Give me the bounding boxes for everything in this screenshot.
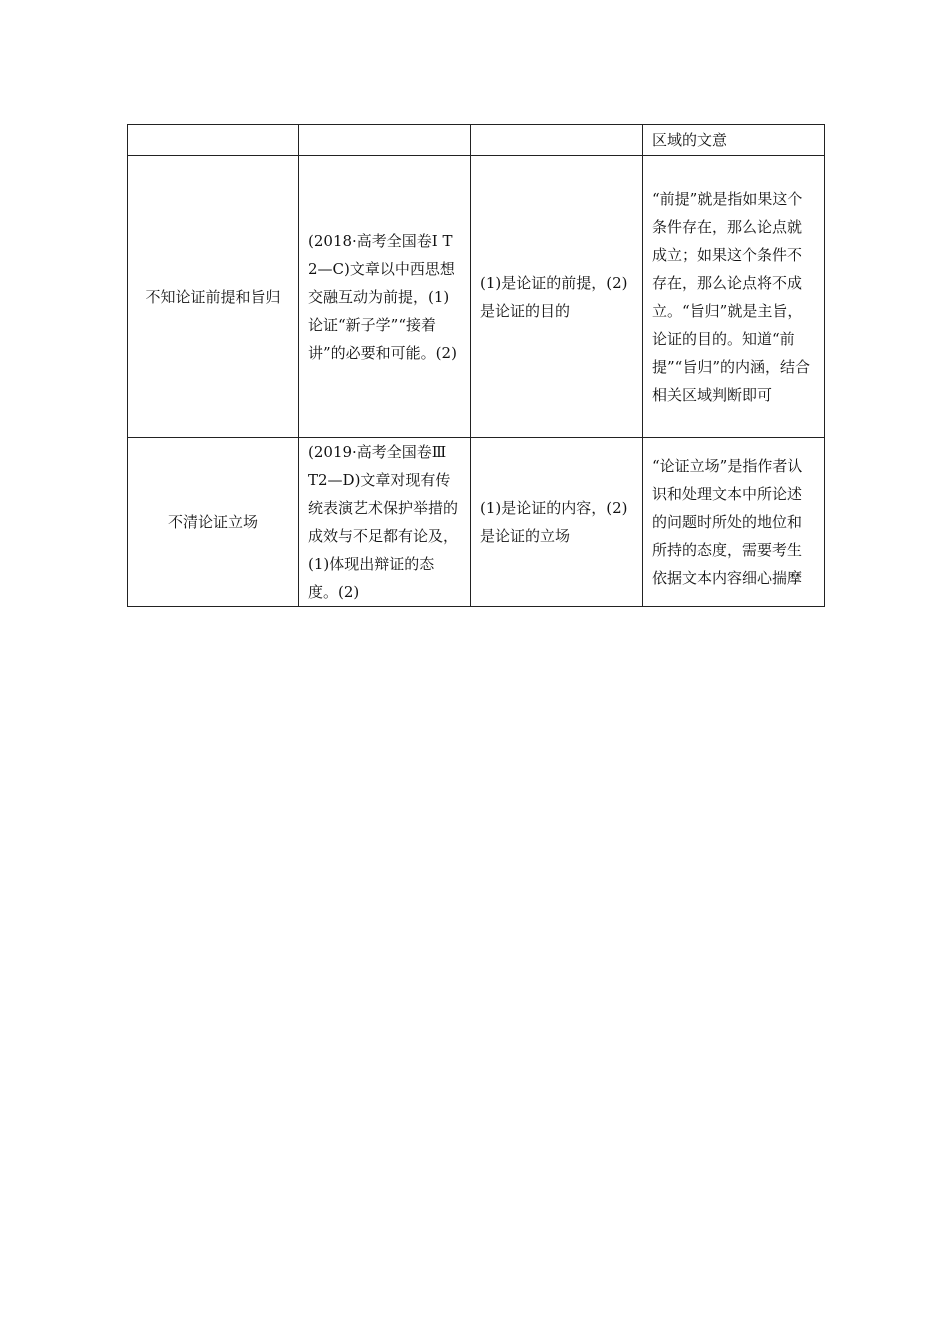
table-row — [128, 125, 825, 156]
point-cell: (1)是论证的内容，(2)是论证的立场 — [471, 438, 643, 607]
error-type-cell — [128, 125, 299, 156]
table-row — [128, 156, 825, 438]
analysis-cell: “前提”就是指如果这个条件存在，那么论点就成立；如果这个条件不存在，那么论点将不成立。“旨归”就是主旨，论证的目的。知道“前提”“旨归”的内涵，结合相关区域判断即可 — [643, 156, 825, 438]
error-type-cell: 不清论证立场 — [128, 438, 299, 607]
point-cell: (1)是论证的前提，(2)是论证的目的 — [471, 156, 643, 438]
example-cell: (2019·高考全国卷Ⅲ T2—D)文章对现有传统表演艺术保护举措的成效与不足都有论及，(1)体现出辩证的态度。(2) — [299, 438, 471, 607]
example-cell: (2018·高考全国卷Ⅰ T2—C)文章以中西思想交融互动为前提，(1)论证“新子学”“接着讲”的必要和可能。(2) — [299, 156, 471, 438]
analysis-cell: 区域的文意 — [643, 125, 825, 156]
point-cell — [471, 125, 643, 156]
table-row — [128, 438, 825, 607]
example-cell — [299, 125, 471, 156]
error-analysis-table — [127, 124, 825, 607]
error-type-cell: 不知论证前提和旨归 — [128, 156, 299, 438]
analysis-cell: “论证立场”是指作者认识和处理文本中所论述的问题时所处的地位和所持的态度，需要考生依据文本内容细心揣摩 — [643, 438, 825, 607]
